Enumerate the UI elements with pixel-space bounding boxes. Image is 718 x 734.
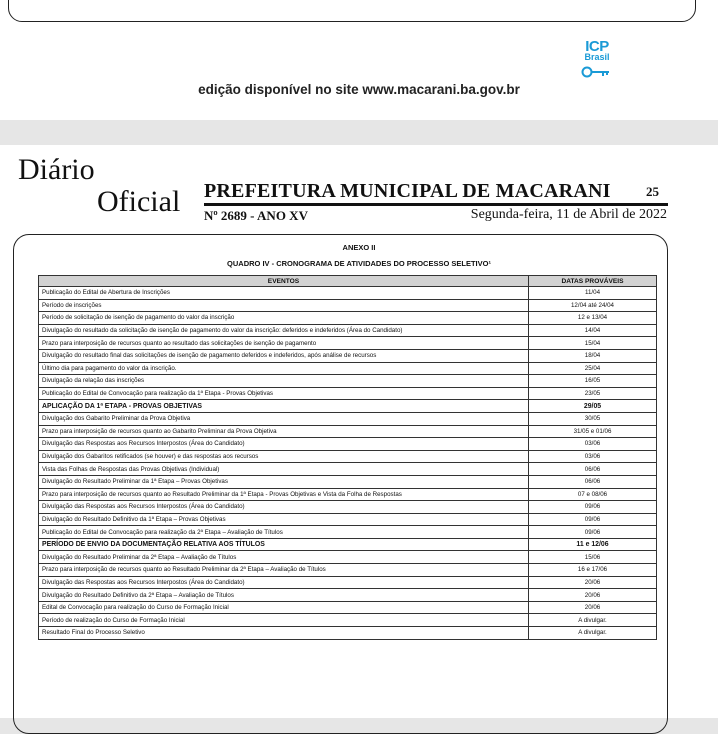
table-row [39,614,657,627]
date-cell: 14/04 [529,324,657,337]
table-row [39,576,657,589]
event-cell: PERÍODO DE ENVIO DA DOCUMENTAÇÃO RELATIVA AOS TÍTULOS [39,538,529,551]
table-row [39,425,657,438]
event-cell: Divulgação dos Gabaritos retificados (se houver) e das respostas aos recursos [39,450,529,463]
event-cell: Divulgação do resultado final das solicitações de isenção de pagamento deferidos e indeferidos, após análise de recursos [39,349,529,362]
date-cell: 20/06 [529,576,657,589]
date-cell: 09/06 [529,526,657,539]
date-cell: 16/05 [529,375,657,388]
masthead-edition: Nº 2689 - ANO XV [204,208,308,223]
table-row [39,564,657,577]
event-cell: Divulgação dos Gabarito Preliminar da Prova Objetiva [39,412,529,425]
table-row [39,287,657,300]
table-row [39,362,657,375]
table-row [39,375,657,388]
schedule-table [38,275,657,640]
date-cell: 12/04 até 24/04 [529,299,657,312]
table-row [39,513,657,526]
event-cell: Período de solicitação de isenção de pagamento do valor da inscrição [39,312,529,325]
table-row [39,601,657,614]
date-cell: 06/06 [529,475,657,488]
date-cell: 07 e 08/06 [529,488,657,501]
icp-logo-main: ICP [585,38,609,55]
event-cell: Divulgação das Respostas aos Recursos Interpostos (Área do Candidato) [39,576,529,589]
event-cell: Publicação do Edital de Convocação para realização da 1ª Etapa - Provas Objetivas [39,387,529,400]
masthead-organization: PREFEITURA MUNICIPAL DE MACARANI [204,180,611,202]
event-cell: Divulgação da relação das inscrições [39,375,529,388]
table-row [39,438,657,451]
table-row [39,551,657,564]
event-cell: Publicação do Edital de Abertura de Inscrições [39,287,529,300]
event-cell: Prazo para interposição de recursos quanto ao Resultado Preliminar da 1ª Etapa - Provas Objetivas e Vista da Folha de Respostas [39,488,529,501]
date-cell: 20/06 [529,601,657,614]
date-cell: 20/06 [529,589,657,602]
table-row [39,337,657,350]
masthead-title-diario: Diário [18,153,95,186]
icp-logo-sub: Brasil [584,52,610,62]
date-cell: 03/06 [529,450,657,463]
schedule-table-body [39,287,657,640]
date-cell: 15/06 [529,551,657,564]
event-cell: Divulgação do Resultado Preliminar da 2ª Etapa – Avaliação de Títulos [39,551,529,564]
event-cell: Prazo para interposição de recursos quanto ao Resultado Preliminar da 2ª Etapa – Avaliação de Títulos [39,564,529,577]
table-row [39,412,657,425]
event-cell: Último dia para pagamento do valor da inscrição. [39,362,529,375]
date-cell: 18/04 [529,349,657,362]
annex-title: ANEXO II [342,243,376,252]
table-row [39,501,657,514]
icp-brasil-logo [577,38,617,82]
event-cell: Publicação do Edital de Convocação para realização da 2ª Etapa – Avaliação de Títulos [39,526,529,539]
event-cell: Divulgação do Resultado Preliminar da 1ª Etapa – Provas Objetivas [39,475,529,488]
date-cell: A divulgar. [529,627,657,640]
event-cell: Vista das Folhas de Respostas das Provas Objetivas (Individual) [39,463,529,476]
event-cell: Prazo para interposição de recursos quanto ao Gabarito Preliminar da Prova Objetiva [39,425,529,438]
column-header-dates: DATAS PROVÁVEIS [529,276,657,287]
date-cell: A divulgar. [529,614,657,627]
table-row [39,324,657,337]
event-cell: Divulgação do Resultado Definitivo da 2ª Etapa – Avaliação de Títulos [39,589,529,602]
date-cell: 09/06 [529,501,657,514]
masthead-title-oficial: Oficial [97,185,181,218]
date-cell: 25/04 [529,362,657,375]
previous-page [0,0,718,120]
event-cell: Divulgação do Resultado Definitivo da 1ª Etapa – Provas Objetivas [39,513,529,526]
event-cell: Período de realização do Curso de Formação Inicial [39,614,529,627]
table-row [39,349,657,362]
event-cell: Divulgação do resultado da solicitação de isenção de pagamento do valor da inscrição: deferidos e indeferidos (Área do Candidato) [39,324,529,337]
date-cell: 31/05 e 01/06 [529,425,657,438]
edition-availability-notice: edição disponível no site www.macarani.ba.gov.br [198,82,520,97]
current-page [0,145,718,718]
table-header-row [39,276,657,287]
date-cell: 15/04 [529,337,657,350]
key-icon [581,65,613,79]
table-row [39,627,657,640]
event-cell: Divulgação das Respostas aos Recursos Interpostos (Área do Candidato) [39,501,529,514]
table-row [39,463,657,476]
event-cell: Divulgação das Respostas aos Recursos Interpostos (Área do Candidato) [39,438,529,451]
masthead-date: Segunda-feira, 11 de Abril de 2022 [470,207,667,222]
date-cell: 03/06 [529,438,657,451]
date-cell: 23/05 [529,387,657,400]
table-row [39,312,657,325]
event-cell: Resultado Final do Processo Seletivo [39,627,529,640]
date-cell: 09/06 [529,513,657,526]
date-cell: 06/06 [529,463,657,476]
previous-page-frame [8,0,696,22]
table-row [39,450,657,463]
event-cell: Período de inscrições [39,299,529,312]
table-row [39,526,657,539]
column-header-events: EVENTOS [39,276,529,287]
table-title: QUADRO IV - CRONOGRAMA DE ATIVIDADES DO PROCESSO SELETIVO¹ [227,259,491,268]
masthead-rule [204,203,668,206]
table-row [39,488,657,501]
table-row [39,538,657,551]
table-row [39,387,657,400]
date-cell: 11 e 12/06 [529,538,657,551]
table-row [39,299,657,312]
date-cell: 30/05 [529,412,657,425]
date-cell: 11/04 [529,287,657,300]
table-row [39,475,657,488]
event-cell: Edital de Convocação para realização do Curso de Formação Inicial [39,601,529,614]
event-cell: APLICAÇÃO DA 1ª ETAPA - PROVAS OBJETIVAS [39,400,529,413]
date-cell: 29/05 [529,400,657,413]
masthead-page-number: 25 [646,184,659,199]
table-row [39,400,657,413]
event-cell: Prazo para interposição de recursos quanto ao resultado das solicitações de isenção de pagamento [39,337,529,350]
table-row [39,589,657,602]
date-cell: 12 e 13/04 [529,312,657,325]
date-cell: 16 e 17/06 [529,564,657,577]
